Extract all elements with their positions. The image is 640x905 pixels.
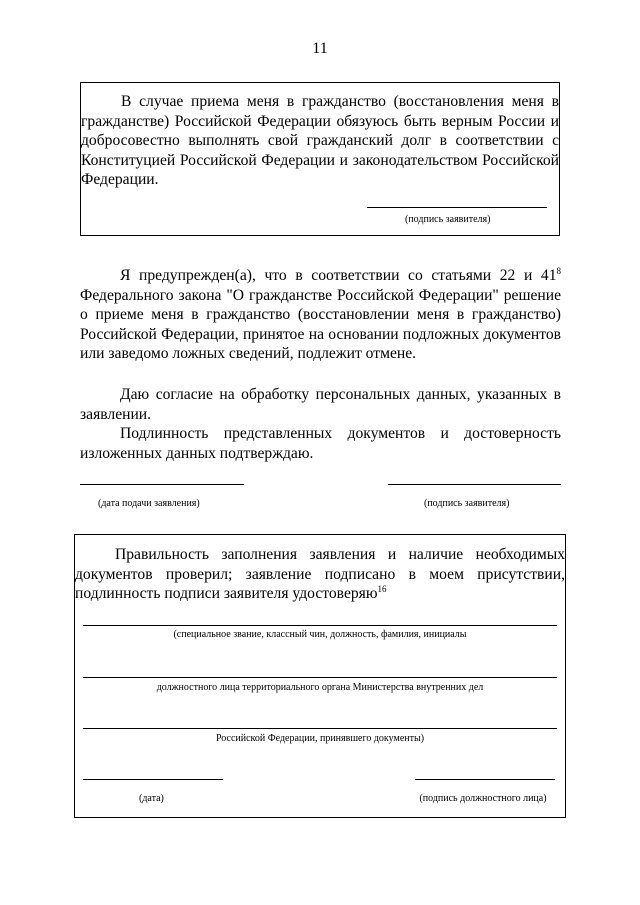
official-signature-caption: (подпись должностного лица) <box>419 793 547 804</box>
official-org-line <box>83 677 557 678</box>
official-date-line <box>83 779 223 780</box>
official-caption-line1: (специальное звание, классный чин, должность, фамилия, инициалы <box>173 629 467 640</box>
oath-signature-line <box>367 207 547 208</box>
date-caption: (дата подачи заявления) <box>98 498 200 509</box>
applicant-signature-line <box>388 484 561 485</box>
official-text-body: Правильность заполнения заявления и наличие необходимых документов проверил; заявление подписано в моем присутствии, подлинность подписи заявителя удостоверяю <box>75 546 565 602</box>
oath-box <box>80 82 560 236</box>
warning-footnote: 8 <box>556 266 561 276</box>
date-line <box>80 484 244 485</box>
oath-signature-caption: (подпись заявителя) <box>405 214 491 225</box>
warning-paragraph <box>80 266 561 364</box>
official-box <box>74 534 566 818</box>
consent-paragraph: Даю согласие на обработку персональных данных, указанных в заявлении. <box>80 386 561 423</box>
oath-text: В случае приема меня в гражданство (восстановления меня в гражданстве) Российской Федерации обязуюсь быть верным России и добросовестно выполнять свой гражданский долг в соответствии с Конституцией Российской Федерации и законодательством Российской Федерации. <box>81 93 559 188</box>
official-caption-line3: Российской Федерации, принявшего документы) <box>215 733 425 744</box>
official-text <box>75 545 565 604</box>
warning-text-after: Федерального закона "О гражданстве Российской Федерации" решение о приеме меня в гражданство (восстановлении меня в гражданство) Российской Федерации, принятое на основании подложных документов или заведомо ложных сведений, подлежит отмене. <box>80 286 561 362</box>
official-signature-line <box>415 779 555 780</box>
page-number: 11 <box>312 40 328 57</box>
official-footnote: 16 <box>377 584 387 594</box>
warning-text-before: Я предупрежден(а), что в соответствии со статьями 22 и 41 <box>120 267 557 284</box>
authenticity-paragraph: Подлинность представленных документов и достоверность изложенных данных подтверждаю. <box>80 425 561 462</box>
official-name-line <box>83 625 557 626</box>
official-caption-line2: должностного лица территориального органа Министерства внутренних дел <box>156 682 484 693</box>
official-date-caption: (дата) <box>139 793 164 804</box>
official-dept-line <box>83 728 557 729</box>
applicant-signature-caption: (подпись заявителя) <box>424 498 510 509</box>
